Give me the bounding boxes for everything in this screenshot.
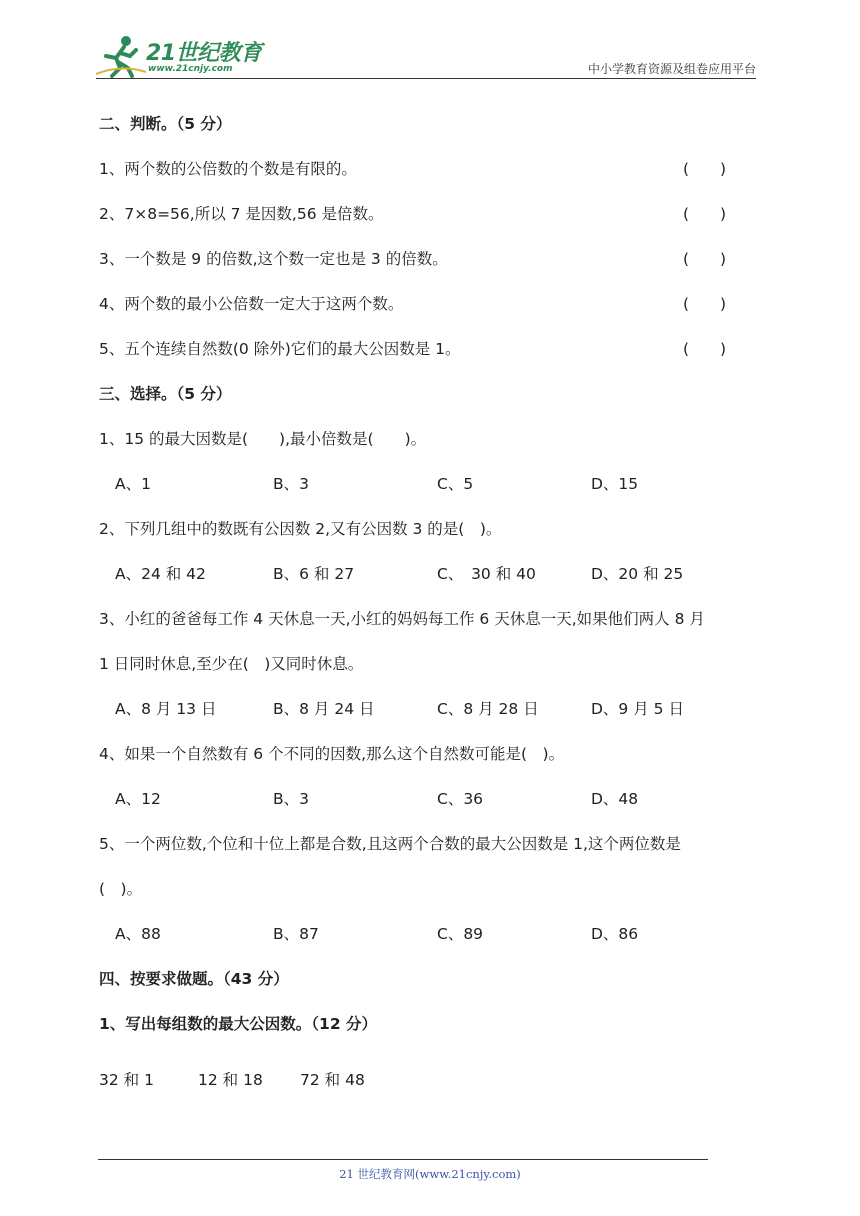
q1-option-d: D、15	[591, 475, 639, 493]
header-divider	[96, 78, 756, 79]
section-4-title: 四、按要求做题。（43 分）	[99, 970, 289, 988]
footer-text: 21 世纪教育网(www.21cnjy.com)	[339, 1167, 521, 1181]
q1-option-c: C、5	[437, 475, 474, 493]
choice-question-5-line-1: 5、一个两位数,个位和十位上都是合数,且这两个合数的最大公因数是 1,这个两位数是	[99, 835, 681, 853]
subsection-1-title: 1、写出每组数的最大公因数。（12 分）	[99, 1015, 378, 1033]
choice-question-4: 4、如果一个自然数有 6 个不同的因数,那么这个自然数可能是( )。	[99, 745, 565, 763]
q2-option-d: D、20 和 25	[591, 565, 684, 583]
judge-answer-5: ( )	[683, 340, 727, 358]
judge-answer-4: ( )	[683, 295, 727, 313]
site-logo	[96, 34, 262, 78]
q2-option-a: A、24 和 42	[115, 565, 206, 583]
platform-label: 中小学教育资源及组卷应用平台	[587, 62, 756, 76]
judge-item-3: 3、一个数是 9 的倍数,这个数一定也是 3 的倍数。	[99, 250, 448, 268]
q1-option-a: A、1	[115, 475, 151, 493]
judge-item-1: 1、两个数的公倍数的个数是有限的。	[99, 160, 357, 178]
section-2-title: 二、判断。（5 分）	[99, 115, 232, 133]
footer-divider	[98, 1159, 708, 1160]
q4-option-c: C、36	[437, 790, 484, 808]
choice-question-3-line-1: 3、小红的爸爸每工作 4 天休息一天,小红的妈妈每工作 6 天休息一天,如果他们两人 8 月	[99, 610, 705, 628]
section-3-title: 三、选择。（5 分）	[99, 385, 232, 403]
choice-question-1: 1、15 的最大因数是( ),最小倍数是( )。	[99, 430, 427, 448]
q3-option-a: A、8 月 13 日	[115, 700, 217, 718]
logo-text: 21世纪教育	[146, 41, 262, 66]
choice-question-2: 2、下列几组中的数既有公因数 2,又有公因数 3 的是( )。	[99, 520, 502, 538]
q2-option-c: C、 30 和 40	[437, 565, 536, 583]
q4-option-b: B、3	[273, 790, 309, 808]
q5-option-c: C、89	[437, 925, 484, 943]
q3-option-d: D、9 月 5 日	[591, 700, 684, 718]
runner-logo-icon	[96, 34, 146, 78]
gcd-pair-2: 12 和 18	[198, 1071, 263, 1089]
gcd-pair-3: 72 和 48	[300, 1071, 365, 1089]
q4-option-a: A、12	[115, 790, 161, 808]
q2-option-b: B、6 和 27	[273, 565, 355, 583]
judge-answer-3: ( )	[683, 250, 727, 268]
q3-option-b: B、8 月 24 日	[273, 700, 375, 718]
q3-option-c: C、8 月 28 日	[437, 700, 539, 718]
choice-question-5-line-2: ( )。	[99, 880, 143, 898]
judge-answer-2: ( )	[683, 205, 727, 223]
judge-item-5: 5、五个连续自然数(0 除外)它们的最大公因数是 1。	[99, 340, 461, 358]
q5-option-a: A、88	[115, 925, 161, 943]
q5-option-d: D、86	[591, 925, 639, 943]
judge-item-2: 2、7×8=56,所以 7 是因数,56 是倍数。	[99, 205, 384, 223]
gcd-pair-1: 32 和 1	[99, 1071, 154, 1089]
judge-item-4: 4、两个数的最小公倍数一定大于这两个数。	[99, 295, 404, 313]
judge-answer-1: ( )	[683, 160, 727, 178]
logo-url: www.21cnjy.com	[148, 64, 233, 74]
choice-question-3-line-2: 1 日同时休息,至少在( )又同时休息。	[99, 655, 364, 673]
q1-option-b: B、3	[273, 475, 309, 493]
q5-option-b: B、87	[273, 925, 319, 943]
q4-option-d: D、48	[591, 790, 639, 808]
